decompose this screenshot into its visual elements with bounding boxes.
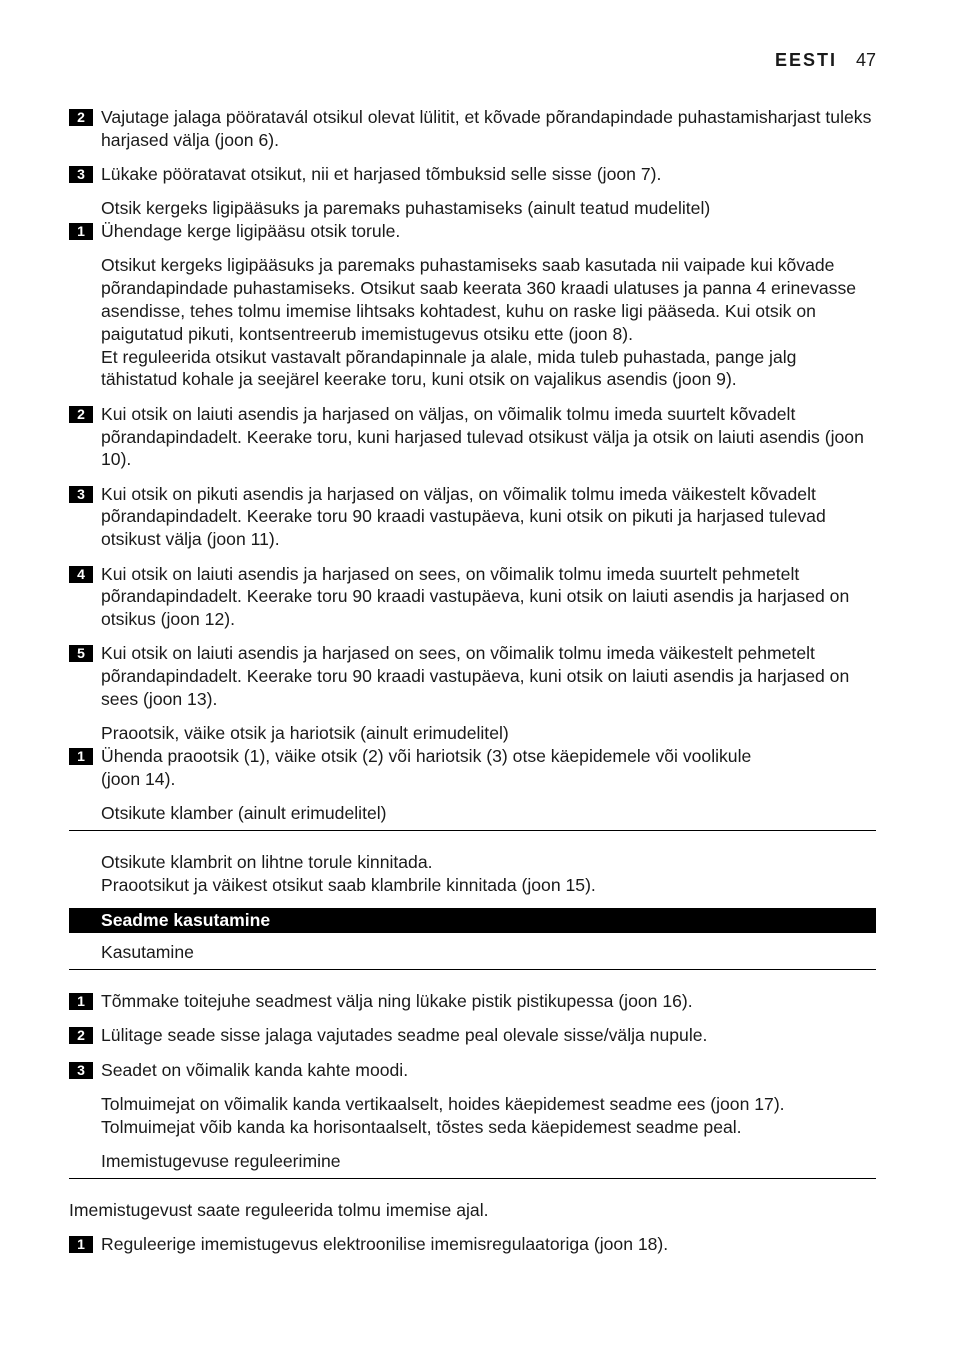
body-paragraph: Otsikute klambrit on lihtne torule kinnitada. Praootsikut ja väikest otsikut saab klambrile kinnitada (joon 15). [101,852,596,895]
step-item [69,642,876,710]
step-text: Kui otsik on laiuti asendis ja harjased on väljas, on võimalik tolmu imeda suurtelt kõvadelt põrandapindadelt. Keerake toru, kuni harjased tulevad otsikust välja ja otsik on laiuti asendis (joon 10). [101,403,864,470]
body-paragraph: Otsikut kergeks ligipääsuks ja paremaks puhastamiseks saab kasutada nii vaipade kui kõvade põrandapindade puhastamiseks. Otsikut saab keerata 360 kraadi ulatuses ja panna 4 erinevasse asendisse, tehes tolmu imemise lihtsaks kohtadest, kuhu on raske ligi pääseda. Kui otsik on paigutatud pikuti, kontsentreerub imemistugevus otsiku ette (joon 8). Et reguleerida otsikut vastavalt põrandapinnale ja alale, mida tuleb puhastada, pange jalg tähistatud kohale ja seejärel keerake toru, kuni otsik on vajalikus asendis (joon 9). [101,255,857,390]
body-paragraph: Tolmuimejat on võimalik kanda vertikaalselt, hoides käepidemest seadme ees (joon 17). Tolmuimejat võib kanda ka horisontaalselt, tõstes seda käepidemest seadme peal. [101,1093,785,1137]
step-text: Vajutage jalaga pööratavál otsikul olevat lülitit, et kõvade põrandapindade puhastamisharjast tuleks harjased välja (joon 6). [101,107,872,150]
header-language: EESTI [774,50,837,70]
step-text: Kui otsik on laiuti asendis ja harjased on sees, on võimalik tolmu imeda väikestelt pehmetelt põrandapindadelt. Keerake toru 90 kraadi vastupäeva, kuni otsik on laiuti asendis ja harjased on sees (joon 13). [101,643,850,710]
step-number-badge: 1 [69,1236,93,1253]
step-text: Reguleerige imemistugevus elektroonilise imemisregulaatoriga (joon 18). [101,1233,669,1254]
step-item [69,990,876,1013]
step-number-badge: 2 [69,406,93,423]
topic-title: Otsik kergeks ligipääsuks ja paremaks puhastamiseks (ainult teatud mudelitel) [101,198,711,219]
step-text: Seadet on võimalik kanda kahte moodi. [101,1059,409,1080]
step-item [69,163,876,186]
subsection-heading: Otsikute klamber (ainult erimudelitel) [69,802,876,831]
step-number-badge: 1 [69,993,93,1010]
step-text: Ühenda praootsik (1), väike otsik (2) või hariotsik (3) otse käepidemele või voolikule (joon 14). [101,746,752,789]
page-content [69,106,876,1267]
step-number-badge: 3 [69,166,93,183]
step-text: Tõmmake toitejuhe seadmest välja ning lükake pistik pistikupessa (joon 16). [101,990,693,1011]
step-item [69,563,876,631]
step-text: Lükake pööratavat otsikut, nii et harjased tõmbuksid selle sisse (joon 7). [101,164,662,185]
step-number-badge: 5 [69,645,93,662]
page-header [775,50,876,71]
step-item [69,403,876,471]
step-number-badge: 2 [69,109,93,126]
step-item [69,220,876,243]
step-item [69,1059,876,1082]
step-item [69,106,876,152]
step-item [69,1024,876,1047]
intro-text: Imemistugevust saate reguleerida tolmu imemise ajal. [69,1199,489,1220]
step-number-badge: 1 [69,748,93,765]
step-number-badge: 4 [69,566,93,583]
subsection-heading: Kasutamine [69,941,876,970]
step-number-badge: 1 [69,223,93,240]
subsection-heading: Imemistugevuse reguleerimine [69,1150,876,1179]
step-item [69,483,876,551]
step-number-badge: 3 [69,486,93,503]
step-text: Kui otsik on laiuti asendis ja harjased on sees, on võimalik tolmu imeda suurtelt pehmetelt põrandapindadelt. Keerake toru 90 kraadi vastupäeva, kuni otsik on laiuti asendis ja harjased on otsikus (joon 12). [101,563,850,630]
step-number-badge: 2 [69,1027,93,1044]
section-heading: Seadme kasutamine [69,908,876,933]
step-item [69,745,876,791]
step-number-badge: 3 [69,1062,93,1079]
step-text: Lülitage seade sisse jalaga vajutades seadme peal olevale sisse/välja nupule. [101,1025,708,1046]
step-item [69,1233,876,1256]
step-text: Kui otsik on pikuti asendis ja harjased on väljas, on võimalik tolmu imeda väikestelt kõvadelt põrandapindadelt. Keerake toru 90 kraadi vastupäeva, kuni otsik on pikuti ja harjased tulevad otsikust välja (joon 11). [101,483,826,550]
topic-title: Praootsik, väike otsik ja hariotsik (ainult erimudelitel) [101,723,509,744]
step-text: Ühendage kerge ligipääsu otsik torule. [101,221,401,242]
page-number: 47 [855,50,876,70]
